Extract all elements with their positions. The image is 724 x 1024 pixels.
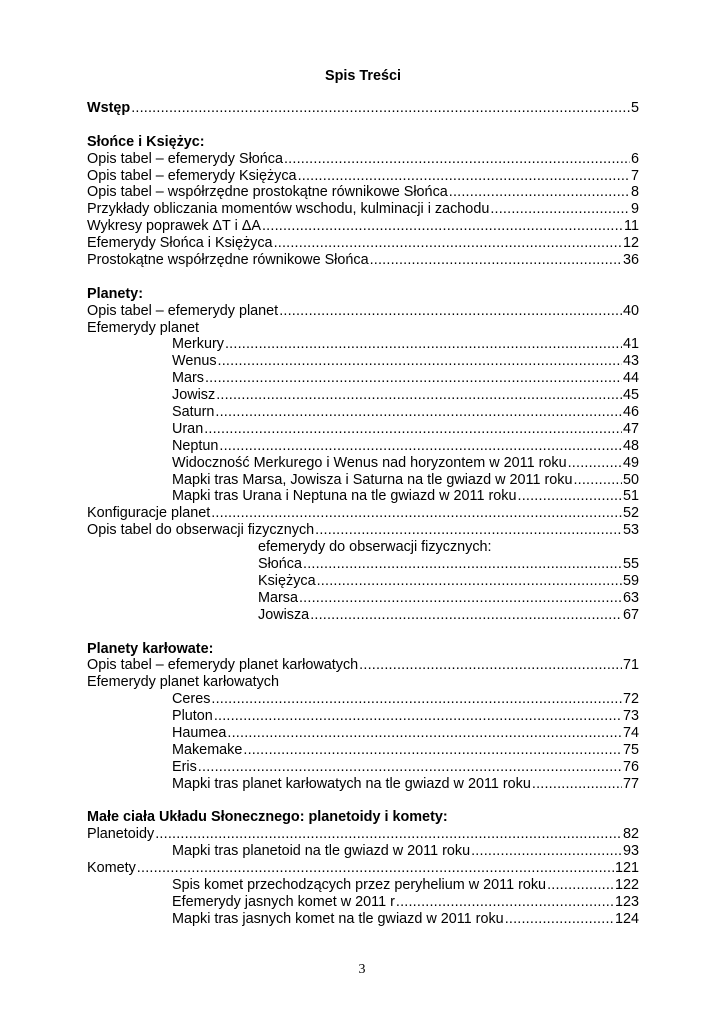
dot-leader [262, 218, 623, 235]
toc-entry[interactable] [87, 556, 639, 573]
toc-entry-page: 74 [622, 724, 639, 741]
toc-entry-label: Mapki tras Marsa, Jowisza i Saturna na tle gwiazd w 2011 roku [172, 471, 573, 488]
dot-leader [225, 336, 622, 353]
dot-leader [215, 404, 622, 421]
dot-leader [279, 303, 622, 320]
toc-entry-label: Saturn [172, 404, 215, 421]
toc-entry-label: Mapki tras planet karłowatych na tle gwiazd w 2011 roku [172, 775, 531, 792]
toc-entry-label: Marsa [258, 589, 298, 606]
toc-entry-page: 8 [630, 184, 639, 201]
toc-entry[interactable] [87, 488, 639, 505]
dot-leader [568, 455, 622, 472]
toc-entry[interactable] [87, 201, 639, 218]
toc-entry[interactable] [87, 573, 639, 590]
toc-entry-label: Wenus [172, 353, 217, 370]
dot-leader [218, 353, 622, 370]
toc-entry[interactable] [87, 235, 639, 252]
toc-entry-label: Opis tabel – efemerydy Księżyca [87, 167, 297, 184]
toc-entry-page: 55 [622, 556, 639, 573]
dot-leader [315, 522, 622, 539]
dot-leader [298, 168, 630, 185]
toc-entry[interactable] [87, 404, 639, 421]
dot-leader [505, 911, 614, 928]
toc-entry[interactable] [87, 100, 639, 117]
toc-entry[interactable] [87, 725, 639, 742]
dot-leader [490, 201, 630, 218]
toc-entry[interactable] [87, 472, 639, 489]
toc-entry-label: Opis tabel do obserwacji fizycznych [87, 522, 315, 539]
toc-entry-label: Efemerydy Słońca i Księżyca [87, 235, 273, 252]
toc-entry-page: 72 [622, 691, 639, 708]
toc-entry-label: Mapki tras Urana i Neptuna na tle gwiazd w 2011 roku [172, 488, 517, 505]
dot-leader [547, 877, 614, 894]
dot-leader [359, 657, 622, 674]
toc-entry-label: Mapki tras jasnych komet na tle gwiazd w 2011 roku [172, 910, 504, 927]
dot-leader [396, 894, 614, 911]
toc-subheading [87, 674, 639, 691]
toc-entry-page: 9 [630, 201, 639, 218]
toc-entry-label: Księżyca [258, 572, 316, 589]
toc-entry-page: 36 [622, 252, 639, 269]
toc-entry-page: 47 [622, 420, 639, 437]
toc-entry[interactable] [87, 353, 639, 370]
toc-entry-page: 7 [630, 167, 639, 184]
dot-leader [137, 860, 614, 877]
dot-leader [243, 742, 622, 759]
dot-leader [211, 691, 622, 708]
toc-entry-page: 40 [622, 302, 639, 319]
toc-entry-page: 43 [622, 353, 639, 370]
toc-entry[interactable] [87, 168, 639, 185]
toc-entry-page: 82 [622, 826, 639, 843]
toc-entry-label: Efemerydy planet karłowatych [87, 674, 279, 691]
toc-entry[interactable] [87, 826, 639, 843]
toc-entry-label: Uran [172, 420, 204, 437]
toc-entry-page: 123 [614, 893, 639, 910]
toc-entry-label: Haumea [172, 724, 227, 741]
toc-entry-label: Ceres [172, 691, 211, 708]
toc-entry-label: Wykresy poprawek ΔT i ΔA [87, 218, 261, 235]
dot-leader [310, 607, 622, 624]
toc-entry-label: Komety [87, 860, 136, 877]
toc-entry-label: Konfiguracje planet [87, 505, 211, 522]
section-heading: Planety karłowate: [87, 640, 214, 657]
page-title: Spis Treści [325, 68, 401, 84]
toc-entry-page: 59 [622, 572, 639, 589]
section-heading: Planety: [87, 285, 143, 302]
toc-entry[interactable] [87, 911, 639, 928]
toc-entry-page: 77 [622, 775, 639, 792]
toc-entry[interactable] [87, 742, 639, 759]
toc-entry-page: 67 [622, 606, 639, 623]
toc-entry[interactable] [87, 894, 639, 911]
toc-entry[interactable] [87, 218, 639, 235]
toc-entry-page: 52 [622, 505, 639, 522]
toc-entry-label: Jowisza [258, 606, 310, 623]
toc-entry-label: Opis tabel – efemerydy planet karłowatych [87, 657, 359, 674]
toc-entry-page: 93 [622, 843, 639, 860]
toc-entry[interactable] [87, 691, 639, 708]
dot-leader [198, 759, 622, 776]
toc-entry-label: Neptun [172, 437, 219, 454]
toc-subheading [87, 320, 639, 337]
toc-entry[interactable] [87, 860, 639, 877]
toc-entry-page: 63 [622, 589, 639, 606]
dot-leader [155, 826, 622, 843]
dot-leader [532, 776, 622, 793]
toc-entry[interactable] [87, 522, 639, 539]
dot-leader [214, 708, 622, 725]
dot-leader [211, 505, 622, 522]
toc-entry[interactable] [87, 607, 639, 624]
toc-entry-page: 5 [630, 100, 639, 116]
toc-entry[interactable] [87, 590, 639, 607]
toc-entry[interactable] [87, 759, 639, 776]
toc-entry-label: Eris [172, 758, 197, 775]
toc-entry[interactable] [87, 151, 639, 168]
dot-leader [573, 472, 622, 489]
dot-leader [303, 556, 622, 573]
toc-entry-page: 75 [622, 741, 639, 758]
dot-leader [317, 573, 622, 590]
toc-entry-page: 121 [614, 860, 639, 877]
toc-entry[interactable] [87, 657, 639, 674]
section-heading: Słońce i Księżyc: [87, 133, 205, 150]
toc-subheading [87, 539, 639, 556]
toc-entry-label: Mars [172, 370, 204, 387]
toc-entry[interactable] [87, 776, 639, 793]
toc-entry-label: Opis tabel – efemerydy planet [87, 302, 279, 319]
toc-entry[interactable] [87, 387, 639, 404]
toc-entry[interactable] [87, 184, 639, 201]
dot-leader [449, 184, 630, 201]
toc-entry-label: Efemerydy jasnych komet w 2011 r [172, 893, 395, 910]
toc-entry[interactable] [87, 843, 639, 860]
section-heading: Małe ciała Układu Słonecznego: planetoidy i komety: [87, 809, 448, 826]
toc-entry-label: Prostokątne współrzędne równikowe Słońca [87, 252, 369, 269]
toc-entry-page: 51 [622, 488, 639, 505]
toc-entry-page: 53 [622, 522, 639, 539]
toc-entry-page: 12 [622, 235, 639, 252]
dot-leader [518, 488, 622, 505]
toc-entry-label: Mapki tras planetoid na tle gwiazd w 2011 roku [172, 843, 471, 860]
toc-entry[interactable] [87, 877, 639, 894]
toc-entry[interactable] [87, 438, 639, 455]
toc-entry-label: Opis tabel – współrzędne prostokątne równikowe Słońca [87, 184, 448, 201]
toc-entry-label: Makemake [172, 741, 243, 758]
dot-leader [227, 725, 622, 742]
page-number: 3 [358, 962, 366, 977]
dot-leader [299, 590, 622, 607]
toc-entry-page: 44 [622, 370, 639, 387]
dot-leader [370, 252, 622, 269]
toc-entry-label: Pluton [172, 708, 213, 725]
toc-entry[interactable] [87, 505, 639, 522]
dot-leader [204, 421, 622, 438]
toc-entry-page: 6 [630, 150, 639, 167]
toc-entry[interactable] [87, 336, 639, 353]
toc-entry-page: 71 [622, 657, 639, 674]
toc-entry-label: Merkury [172, 336, 224, 353]
toc-entry-page: 48 [622, 437, 639, 454]
toc-entry[interactable] [87, 370, 639, 387]
toc-entry[interactable] [87, 455, 639, 472]
toc-entry-label: Wstęp [87, 100, 131, 116]
toc-entry-label: Spis komet przechodzących przez peryhelium w 2011 roku [172, 876, 547, 893]
toc-entry-label: Przykłady obliczania momentów wschodu, kulminacji i zachodu [87, 201, 490, 218]
toc-entry-page: 45 [622, 387, 639, 404]
toc-entry-label: Planetoidy [87, 826, 155, 843]
toc-entry-label: Opis tabel – efemerydy Słońca [87, 150, 283, 167]
dot-leader [131, 100, 630, 117]
dot-leader [274, 235, 622, 252]
toc-entry-page: 49 [622, 454, 639, 471]
toc-entry-label: Słońca [258, 556, 303, 573]
dot-leader [216, 387, 622, 404]
table-of-contents [87, 66, 639, 928]
toc-entry-page: 41 [622, 336, 639, 353]
toc-entry-label: Efemerydy planet [87, 319, 199, 336]
dot-leader [219, 438, 622, 455]
dot-leader [205, 370, 622, 387]
dot-leader [471, 843, 622, 860]
toc-entry-page: 11 [624, 218, 639, 235]
toc-entry-page: 122 [614, 876, 639, 893]
dot-leader [284, 151, 630, 168]
toc-entry-page: 73 [622, 708, 639, 725]
toc-entry[interactable] [87, 421, 639, 438]
toc-entry-page: 76 [622, 758, 639, 775]
toc-entry[interactable] [87, 708, 639, 725]
toc-list [87, 100, 639, 928]
toc-entry[interactable] [87, 252, 639, 269]
toc-entry-page: 50 [622, 471, 639, 488]
toc-entry-page: 46 [622, 404, 639, 421]
toc-entry-page: 124 [614, 910, 639, 927]
toc-entry[interactable] [87, 303, 639, 320]
toc-entry-label: efemerydy do obserwacji fizycznych: [258, 539, 492, 556]
toc-entry-label: Widoczność Merkurego i Wenus nad horyzontem w 2011 roku [172, 454, 567, 471]
toc-entry-label: Jowisz [172, 387, 216, 404]
